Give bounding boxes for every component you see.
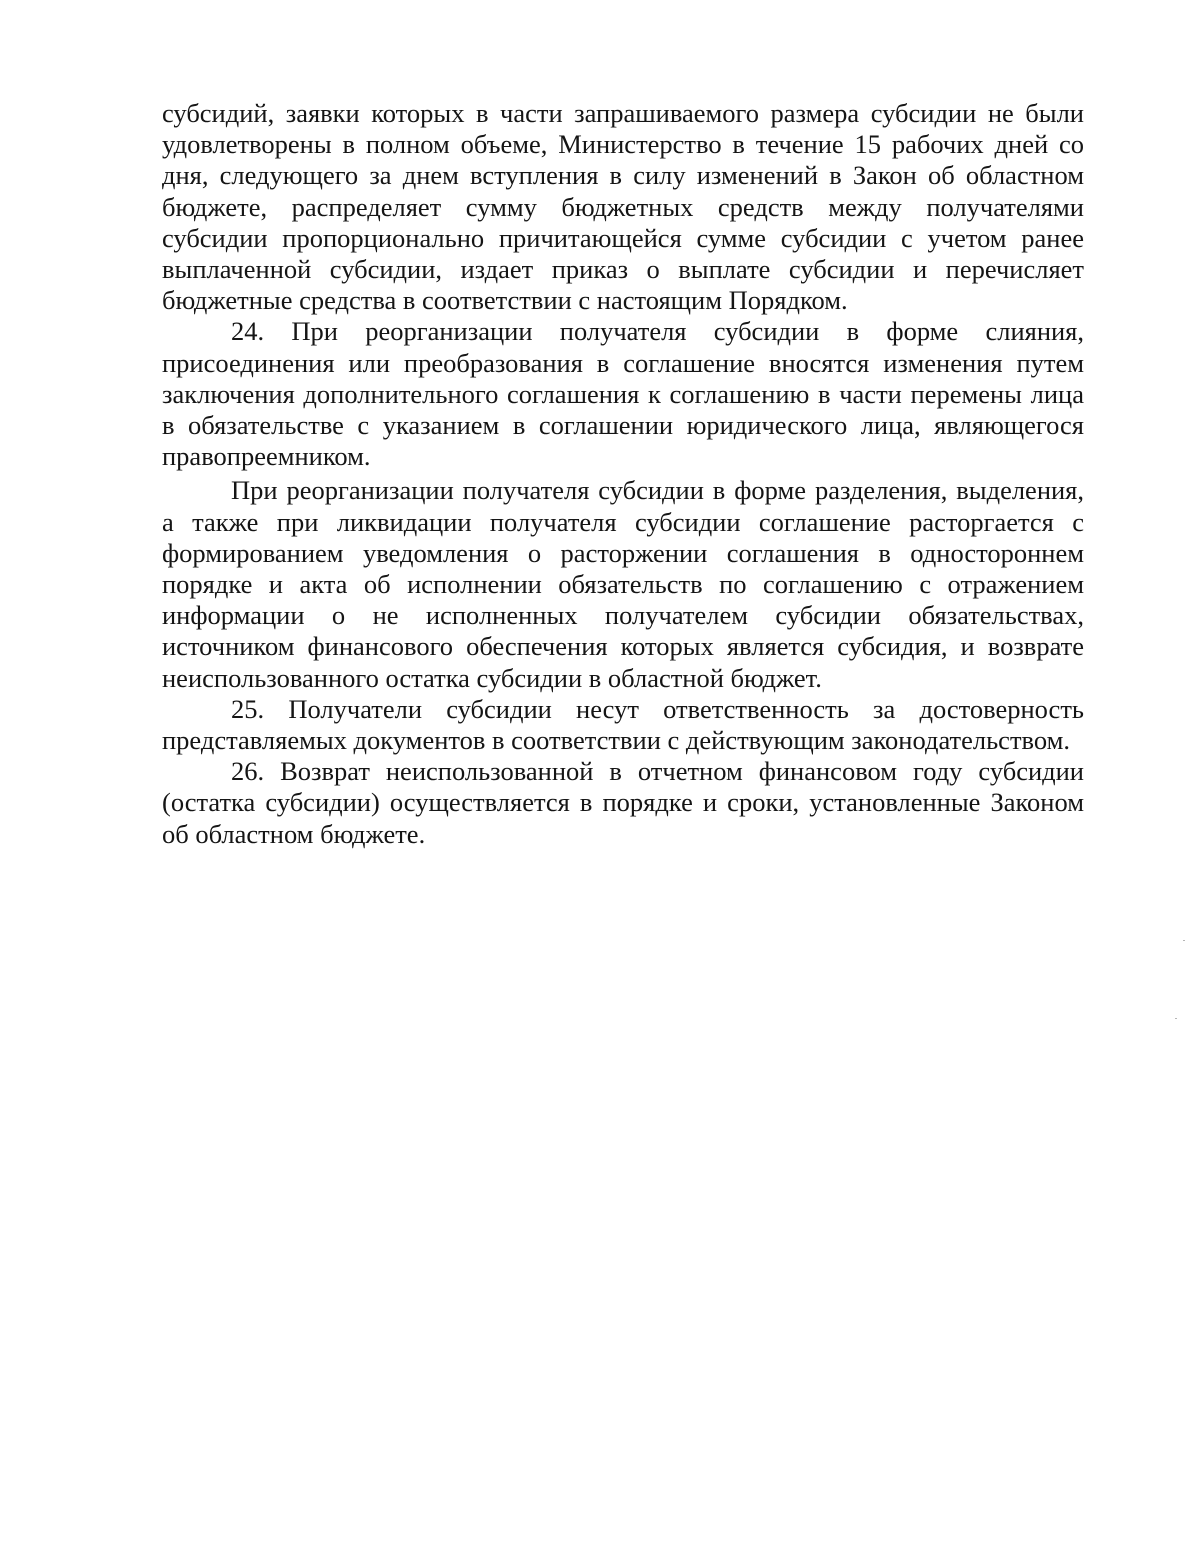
paragraph-reorganization: При реорганизации получателя субсидии в форме разделения, выделения, а также при ликвидации получателя субсидии соглашение расторгается с формированием уведомления о расторжении соглашения в одностороннем порядке и акта об исполнении обязательств по соглашению с отражением информации о не исполненных получателем субсидии обязательствах, источником финансового обеспечения которых является субсидия, и возврате неиспользованного остатка субсидии в областной бюджет. — [162, 475, 1084, 693]
paragraph-continuation: субсидий, заявки которых в части запрашиваемого размера субсидии не были удовлетворены в полном объеме, Министерство в течение 15 рабочих дней со дня, следующего за днем вступления в силу изменений в Закон об областном бюджете, распределяет сумму бюджетных средств между получателями субсидии пропорционально причитающейся сумме субсидии с учетом ранее выплаченной субсидии, издает приказ о выплате субсидии и перечисляет бюджетные средства в соответствии с настоящим Порядком. — [162, 98, 1084, 316]
paragraph-25: 25. Получатели субсидии несут ответственность за достоверность представляемых документов в соответствии с действующим законодательством. — [162, 693, 1084, 756]
scan-speck — [1175, 1018, 1177, 1019]
paragraph-26: 26. Возврат неиспользованной в отчетном финансовом году субсидии (остатка субсидии) осуществляется в порядке и сроки, установленные Законом об областном бюджете. — [162, 756, 1084, 849]
document-body — [162, 98, 1084, 850]
paragraph-24: 24. При реорганизации получателя субсидии в форме слияния, присоединения или преобразования в соглашение вносятся изменения путем заключения дополнительного соглашения к соглашению в части перемены лица в обязательстве с указанием в соглашении юридического лица, являющегося правопреемником. — [162, 316, 1084, 472]
scan-speck — [1183, 940, 1185, 941]
